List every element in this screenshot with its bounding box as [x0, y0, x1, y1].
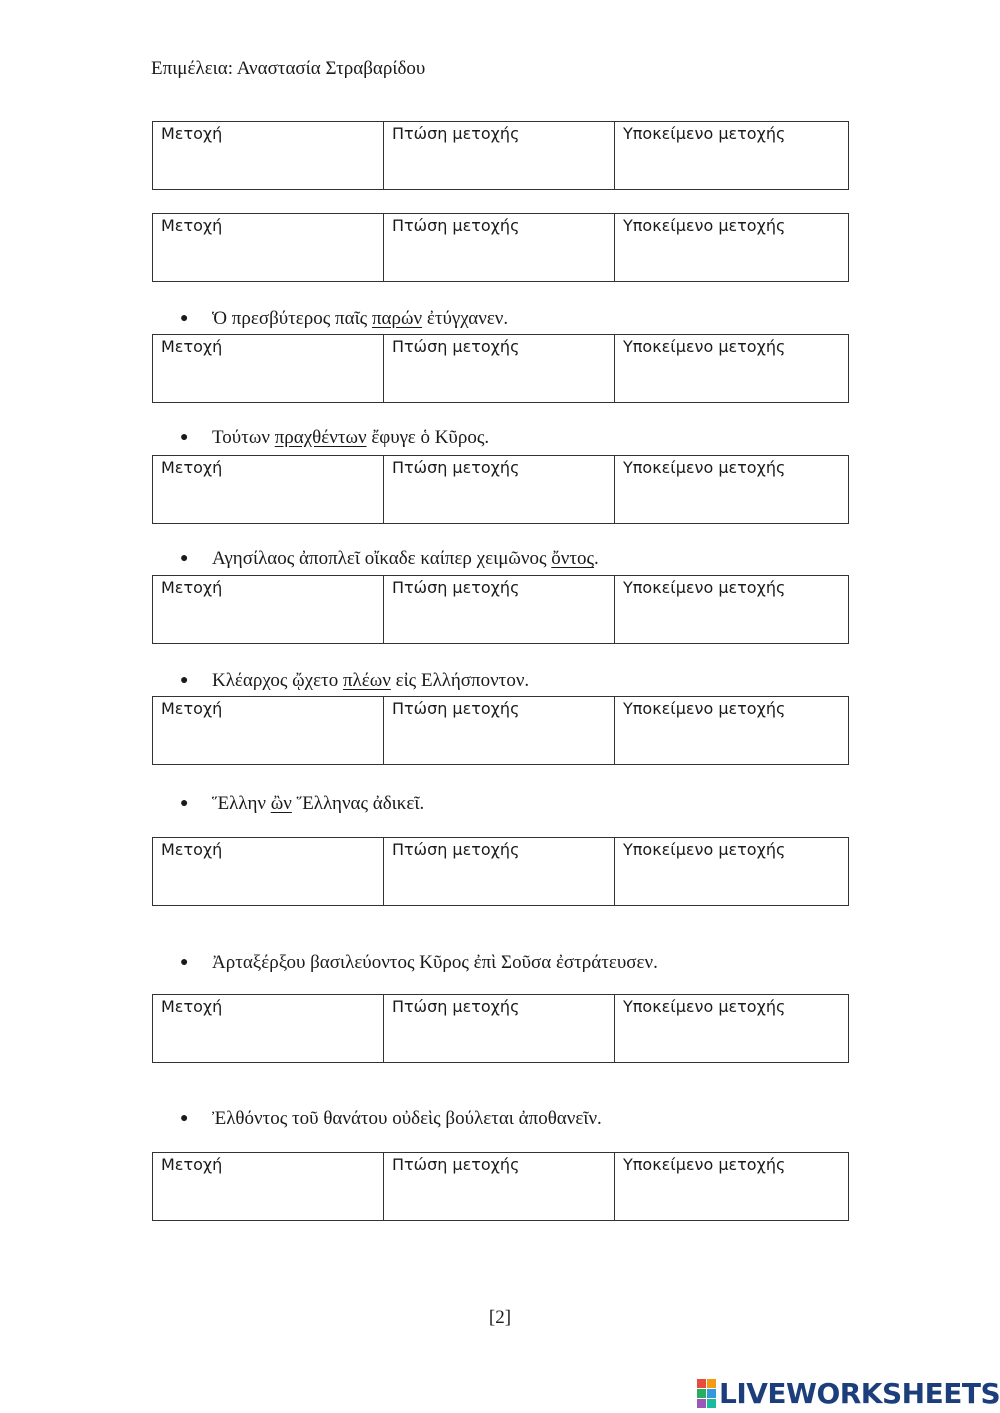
sentence-4: ● Κλέαρχος ᾤχετο πλέων εἰς Ελλήσποντον.: [180, 670, 530, 691]
liveworksheets-logo-text: LIVEWORKSHEETS: [719, 1376, 1000, 1410]
participle-cell[interactable]: Μετοχή: [153, 697, 384, 765]
case-cell[interactable]: Πτώση μετοχής: [384, 1153, 615, 1221]
case-cell[interactable]: Πτώση μετοχής: [384, 838, 615, 906]
sentence-2: ● Τούτων πραχθέντων ἔφυγε ὁ Κῦρος.: [180, 427, 490, 448]
sentence-6: ● Ἀρταξέρξου βασιλεύοντος Κῦρος ἐπὶ Σοῦσα ἐστράτευσεν.: [180, 952, 658, 973]
answer-table-9: [152, 1152, 849, 1221]
subject-cell[interactable]: Υποκείμενο μετοχής: [615, 122, 849, 190]
liveworksheets-logo: [697, 1378, 1000, 1408]
participle-cell[interactable]: Μετοχή: [153, 335, 384, 403]
subject-cell[interactable]: Υποκείμενο μετοχής: [615, 697, 849, 765]
answer-table-6: [152, 696, 849, 765]
page-number: [2]: [488, 1307, 512, 1328]
answer-table-2: [152, 213, 849, 282]
underlined-participle: ὄντος: [551, 548, 594, 569]
case-cell[interactable]: Πτώση μετοχής: [384, 335, 615, 403]
answer-table-7: [152, 837, 849, 906]
subject-cell[interactable]: Υποκείμενο μετοχής: [615, 214, 849, 282]
sentence-5: ● Ἕλλην ὢν Ἕλληνας ἀδικεῖ.: [180, 793, 425, 814]
answer-table-3: [152, 334, 849, 403]
sentence-7: ● Ἐλθόντος τοῦ θανάτου οὐδεὶς βούλεται ἀποθανεῖν.: [180, 1108, 602, 1129]
underlined-participle: ὢν: [270, 793, 292, 814]
bullet-icon: ●: [180, 1111, 189, 1126]
bullet-icon: ●: [180, 551, 189, 566]
bullet-icon: ●: [180, 430, 189, 445]
participle-cell[interactable]: Μετοχή: [153, 995, 384, 1063]
participle-cell[interactable]: Μετοχή: [153, 122, 384, 190]
case-cell[interactable]: Πτώση μετοχής: [384, 456, 615, 524]
subject-cell[interactable]: Υποκείμενο μετοχής: [615, 995, 849, 1063]
underlined-participle: παρών: [371, 308, 423, 329]
participle-cell[interactable]: Μετοχή: [153, 1153, 384, 1221]
bullet-icon: ●: [180, 673, 189, 688]
bullet-icon: ●: [180, 955, 189, 970]
underlined-participle: πραχθέντων: [274, 427, 367, 448]
subject-cell[interactable]: Υποκείμενο μετοχής: [615, 335, 849, 403]
subject-cell[interactable]: Υποκείμενο μετοχής: [615, 456, 849, 524]
participle-cell[interactable]: Μετοχή: [153, 214, 384, 282]
case-cell[interactable]: Πτώση μετοχής: [384, 576, 615, 644]
subject-cell[interactable]: Υποκείμενο μετοχής: [615, 838, 849, 906]
subject-cell[interactable]: Υποκείμενο μετοχής: [615, 1153, 849, 1221]
liveworksheets-logo-icon: [697, 1379, 716, 1408]
bullet-icon: ●: [180, 311, 189, 326]
participle-cell[interactable]: Μετοχή: [153, 576, 384, 644]
underlined-participle: πλέων: [342, 670, 391, 691]
answer-table-1: [152, 121, 849, 190]
case-cell[interactable]: Πτώση μετοχής: [384, 122, 615, 190]
bullet-icon: ●: [180, 796, 189, 811]
answer-table-5: [152, 575, 849, 644]
case-cell[interactable]: Πτώση μετοχής: [384, 697, 615, 765]
answer-table-8: [152, 994, 849, 1063]
sentence-3: ● Αγησίλαος ἀποπλεῖ οἴκαδε καίπερ χειμῶνος ὄντος.: [180, 548, 599, 569]
case-cell[interactable]: Πτώση μετοχής: [384, 214, 615, 282]
sentence-1: ● Ὁ πρεσβύτερος παῖς παρών ἐτύγχανεν.: [180, 308, 509, 329]
participle-cell[interactable]: Μετοχή: [153, 456, 384, 524]
subject-cell[interactable]: Υποκείμενο μετοχής: [615, 576, 849, 644]
answer-table-4: [152, 455, 849, 524]
case-cell[interactable]: Πτώση μετοχής: [384, 995, 615, 1063]
participle-cell[interactable]: Μετοχή: [153, 838, 384, 906]
worksheet-credit: Επιμέλεια: Αναστασία Στραβαρίδου: [151, 58, 426, 79]
